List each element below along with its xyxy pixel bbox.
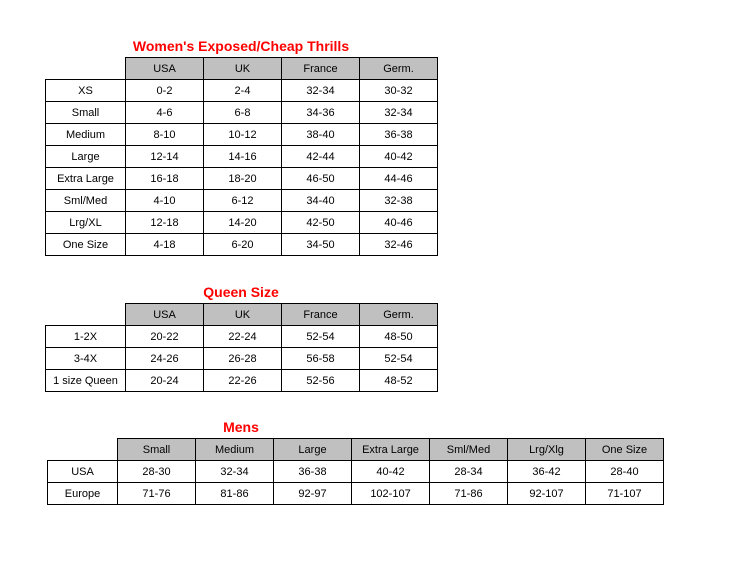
row-label: Sml/Med <box>46 190 126 212</box>
size-value-cell: 52-54 <box>282 326 360 348</box>
size-value-cell: 10-12 <box>204 124 282 146</box>
column-header: Small <box>118 439 196 461</box>
table-row <box>46 190 438 212</box>
size-value-cell: 52-56 <box>282 370 360 392</box>
size-value-cell: 34-36 <box>282 102 360 124</box>
size-value-cell: 6-8 <box>204 102 282 124</box>
size-value-cell: 18-20 <box>204 168 282 190</box>
header-corner-spacer <box>48 439 118 461</box>
size-value-cell: 48-50 <box>360 326 438 348</box>
size-value-cell: 32-46 <box>360 234 438 256</box>
size-value-cell: 24-26 <box>126 348 204 370</box>
row-label: Europe <box>48 483 118 505</box>
size-value-cell: 81-86 <box>196 483 274 505</box>
header-row <box>48 439 664 461</box>
size-value-cell: 46-50 <box>282 168 360 190</box>
table-title-mens: Mens <box>223 419 259 435</box>
size-value-cell: 56-58 <box>282 348 360 370</box>
column-header: Extra Large <box>352 439 430 461</box>
size-value-cell: 38-40 <box>282 124 360 146</box>
size-value-cell: 36-38 <box>360 124 438 146</box>
size-value-cell: 8-10 <box>126 124 204 146</box>
row-label: 1-2X <box>46 326 126 348</box>
size-value-cell: 6-20 <box>204 234 282 256</box>
table-row <box>46 102 438 124</box>
size-value-cell: 42-50 <box>282 212 360 234</box>
size-value-cell: 4-10 <box>126 190 204 212</box>
size-value-cell: 71-76 <box>118 483 196 505</box>
header-row <box>46 304 438 326</box>
size-value-cell: 40-42 <box>360 146 438 168</box>
table-row <box>46 146 438 168</box>
column-header: Medium <box>196 439 274 461</box>
row-label: Extra Large <box>46 168 126 190</box>
row-label: 3-4X <box>46 348 126 370</box>
size-value-cell: 22-24 <box>204 326 282 348</box>
table-title-queen: Queen Size <box>203 284 279 300</box>
size-table-queen <box>45 303 438 392</box>
size-value-cell: 0-2 <box>126 80 204 102</box>
size-value-cell: 28-34 <box>430 461 508 483</box>
size-table-womens <box>45 57 438 256</box>
size-value-cell: 28-30 <box>118 461 196 483</box>
header-corner-spacer <box>46 58 126 80</box>
size-value-cell: 92-97 <box>274 483 352 505</box>
size-value-cell: 6-12 <box>204 190 282 212</box>
size-value-cell: 36-38 <box>274 461 352 483</box>
table-row <box>46 234 438 256</box>
column-header: UK <box>204 304 282 326</box>
size-value-cell: 2-4 <box>204 80 282 102</box>
size-value-cell: 32-38 <box>360 190 438 212</box>
size-value-cell: 102-107 <box>352 483 430 505</box>
size-value-cell: 44-46 <box>360 168 438 190</box>
row-label: Small <box>46 102 126 124</box>
size-value-cell: 34-40 <box>282 190 360 212</box>
table-title-womens: Women's Exposed/Cheap Thrills <box>132 38 350 54</box>
size-value-cell: 20-24 <box>126 370 204 392</box>
table-row <box>46 212 438 234</box>
section-womens-exposed-cheap-thrills <box>45 38 438 256</box>
row-label: 1 size Queen <box>46 370 126 392</box>
table-row <box>46 370 438 392</box>
size-value-cell: 32-34 <box>196 461 274 483</box>
size-value-cell: 30-32 <box>360 80 438 102</box>
size-value-cell: 26-28 <box>204 348 282 370</box>
column-header: UK <box>204 58 282 80</box>
column-header: One Size <box>586 439 664 461</box>
size-value-cell: 28-40 <box>586 461 664 483</box>
column-header: France <box>282 304 360 326</box>
size-value-cell: 20-22 <box>126 326 204 348</box>
table-row <box>46 348 438 370</box>
size-value-cell: 12-14 <box>126 146 204 168</box>
size-value-cell: 14-20 <box>204 212 282 234</box>
section-mens <box>47 419 664 505</box>
header-corner-spacer <box>46 304 126 326</box>
row-label: USA <box>48 461 118 483</box>
size-value-cell: 92-107 <box>508 483 586 505</box>
column-header: France <box>282 58 360 80</box>
row-label: One Size <box>46 234 126 256</box>
size-value-cell: 40-46 <box>360 212 438 234</box>
section-queen-size <box>45 284 438 392</box>
size-value-cell: 4-6 <box>126 102 204 124</box>
row-label: Large <box>46 146 126 168</box>
table-row <box>46 326 438 348</box>
size-value-cell: 22-26 <box>204 370 282 392</box>
size-table-mens <box>47 438 664 505</box>
size-value-cell: 36-42 <box>508 461 586 483</box>
row-label: Medium <box>46 124 126 146</box>
column-header: Germ. <box>360 304 438 326</box>
size-value-cell: 14-16 <box>204 146 282 168</box>
table-row <box>48 461 664 483</box>
column-header: Germ. <box>360 58 438 80</box>
size-value-cell: 40-42 <box>352 461 430 483</box>
size-value-cell: 32-34 <box>282 80 360 102</box>
size-value-cell: 34-50 <box>282 234 360 256</box>
column-header: Sml/Med <box>430 439 508 461</box>
column-header: USA <box>126 304 204 326</box>
size-value-cell: 4-18 <box>126 234 204 256</box>
size-value-cell: 71-86 <box>430 483 508 505</box>
table-row <box>46 124 438 146</box>
size-value-cell: 52-54 <box>360 348 438 370</box>
size-value-cell: 42-44 <box>282 146 360 168</box>
column-header: Large <box>274 439 352 461</box>
size-value-cell: 16-18 <box>126 168 204 190</box>
row-label: XS <box>46 80 126 102</box>
column-header: USA <box>126 58 204 80</box>
row-label: Lrg/XL <box>46 212 126 234</box>
size-value-cell: 71-107 <box>586 483 664 505</box>
table-row <box>46 168 438 190</box>
size-value-cell: 48-52 <box>360 370 438 392</box>
table-row <box>46 80 438 102</box>
column-header: Lrg/Xlg <box>508 439 586 461</box>
size-value-cell: 32-34 <box>360 102 438 124</box>
table-row <box>48 483 664 505</box>
size-value-cell: 12-18 <box>126 212 204 234</box>
header-row <box>46 58 438 80</box>
